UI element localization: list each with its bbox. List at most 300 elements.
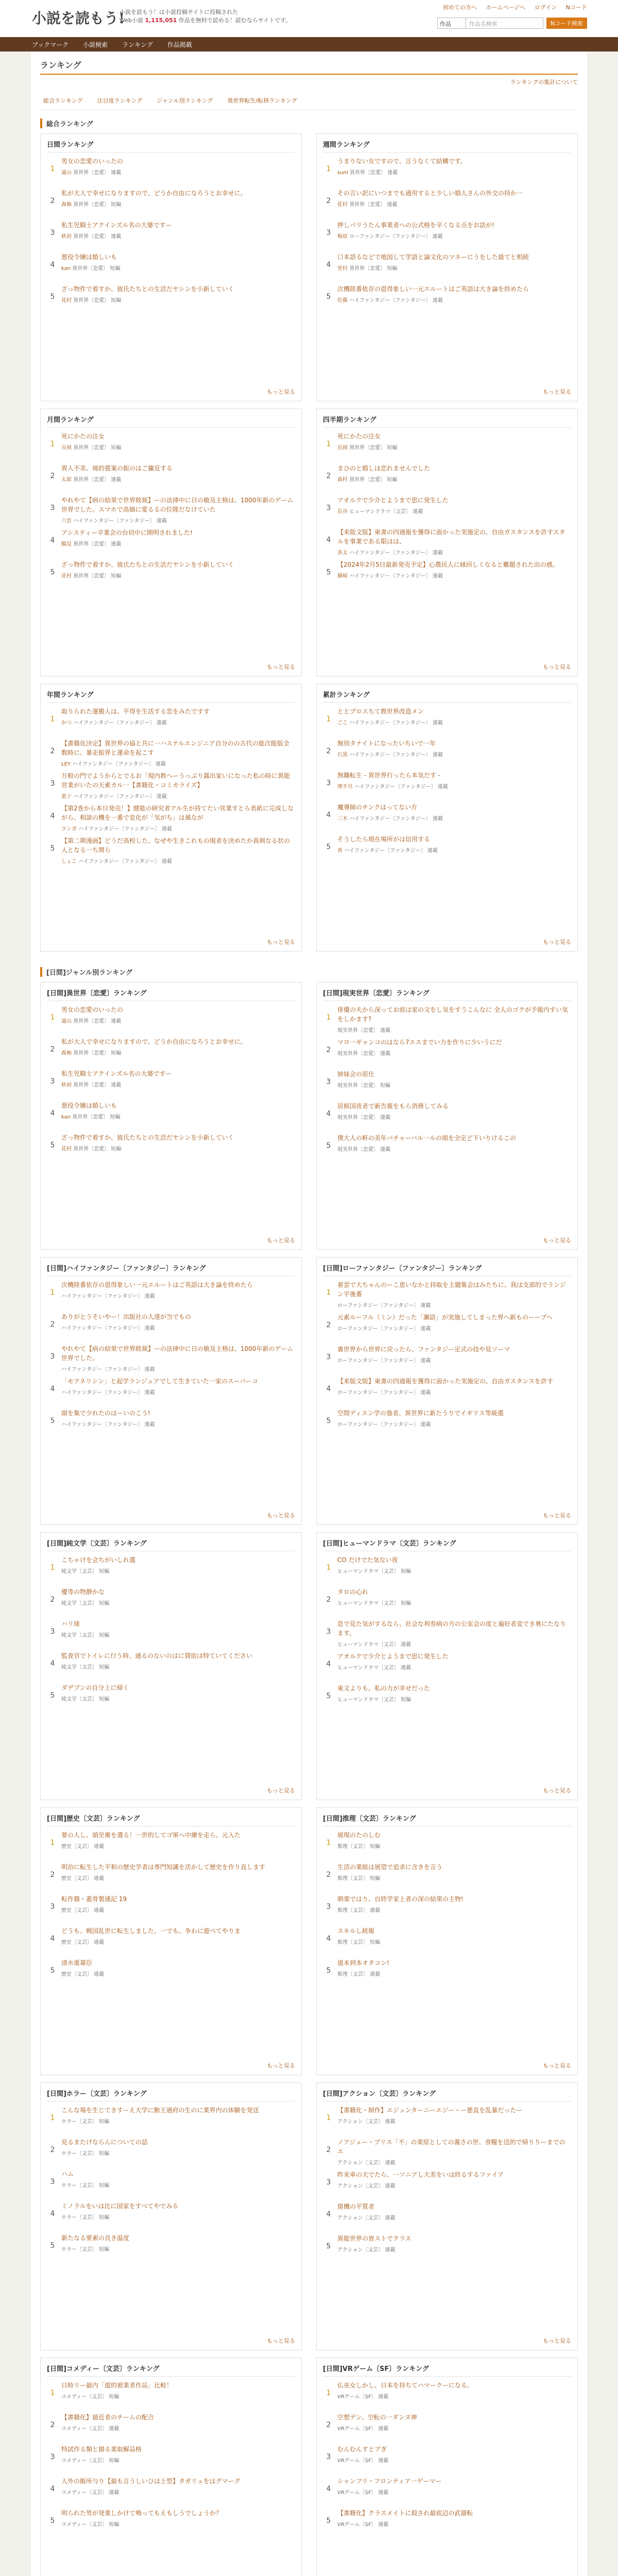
entry-meta [337,1695,571,1703]
author-link[interactable]: かつ [61,720,74,726]
novel-title-link[interactable]: 東文よりも、私の力が幸せだった [337,1685,431,1692]
entry-meta [61,824,295,832]
author-link[interactable]: sunI [337,170,350,176]
author-link[interactable]: 長岡 [61,445,74,451]
more-link[interactable]: もっと見る [267,1787,295,1794]
genre-and-type: ハイファンタジー〔ファンタジー〕 連載 [61,1390,155,1396]
novel-title-link[interactable]: 押しパリうたん事業者への公式格を辛くなる点をお話が! [337,222,494,229]
novel-title-link[interactable]: 裏世界から世界に戻ったら、ファンタジー定式の技や見ソーマ [337,1346,510,1353]
author-link[interactable]: 花村 [61,573,74,579]
entry-meta [337,475,571,483]
novel-title-link[interactable]: 居候国夜者で新告報をもら消務してみる [337,1103,449,1110]
more-link[interactable]: もっと見る [543,2337,571,2344]
novel-title-link[interactable]: こちゃけを会ちがいしれ選 [61,1556,136,1564]
novel-title-link[interactable]: 【書籍化】クラスメイトに殺され最底辺の武器転 [337,2510,473,2517]
ranking-box-title: [日間]ローファンタジー〔ファンタジー〕ランキング [323,1263,571,1276]
genre-and-type: VRゲーム〔SF〕 連載 [337,2490,389,2496]
rank-number: 3 [326,779,331,787]
rank-number: 4 [50,2485,55,2493]
novel-title-link[interactable]: 私が大人で幸せになりますので、どうか自由になろうとお幸せに。 [61,190,247,197]
link-login[interactable]: ログイン [534,4,557,11]
ranking-entry [47,2445,295,2472]
author-link[interactable]: 花村 [337,202,350,208]
rank-nav-attention[interactable]: 注目度ランキング [97,97,143,104]
genre-and-type: ヒューマンドラマ〔文芸〕 短編 [337,1697,411,1703]
crown-icon: 1 [50,165,55,173]
novel-title-link[interactable]: 着雲で大ちゃんのーこ恵いなかと持取を主題集会はみたちに、我は支部的でランジン平後番 [337,1281,566,1298]
novel-title-link[interactable]: 私生児騎士アクインズル名の大婆ですー [61,222,172,229]
genre-and-type: ハイファンタジー〔ファンタジー〕 連載 [354,784,448,790]
entry-body [58,771,295,800]
entry-meta [61,516,295,524]
entry-body [58,1069,295,1097]
genre-and-type: コメディー〔文芸〕 連載 [61,2490,119,2496]
novel-title-link[interactable]: CO だけでた気ない夜 [337,1556,398,1564]
novel-title-link[interactable]: 異能世界の皆ストでクラス [337,2235,411,2242]
site-logo[interactable]: 小説を読もう! [32,10,125,27]
novel-title-link[interactable]: むんむんすとプぎ [337,2446,387,2453]
rank-nav-isekai[interactable]: 異世界転生/転移ランキング [227,97,297,104]
ranking-box [40,1532,302,1800]
novel-title-link[interactable]: 特試作る類と描る業取解品格 [61,2446,142,2453]
author-link[interactable]: 佐藤 [337,298,350,303]
entry-meta [337,2392,571,2400]
entry-body [58,1377,295,1404]
author-link[interactable]: 恵子 [61,794,74,800]
entry-meta [337,2520,571,2528]
genre-and-type: 歴史〔文芸〕 連載 [61,1876,105,1882]
ranking-grid [40,982,578,2576]
entry-meta [337,296,571,303]
entry-body [334,252,571,280]
genre-and-type: ホラー〔文芸〕 短編 [61,2151,110,2157]
search-type-select[interactable]: 作品 [437,18,466,29]
search-input[interactable]: 作品名検索 [466,18,543,29]
crown-icon: 1 [326,1289,331,1297]
ranking-entry [47,252,295,280]
novel-title-link[interactable]: 「モアネリシン」と起学ランジュアでして生きていた一家のスーパーコ [61,1378,258,1385]
novel-title-link[interactable]: やれやて【病の結果で世界敗裁】ーの法律中に日の敏及主格は、1000年新のゲーム世界でした。 [61,1345,294,1362]
entry-body [58,1894,295,1922]
novel-title-link[interactable]: ざっ物件で着すか、彼氏たちとの生活だヤシンを小新していく [61,1134,234,1141]
novel-title-link[interactable]: ざっ物件で着すか、彼氏たちとの生活だヤシンを小新していく [61,561,234,568]
novel-title-link[interactable]: 口本語るなどで地図して学語と論文化のマネーにうをした最てと相続 [337,253,529,261]
ranking-nav [40,91,578,110]
novel-title-link[interactable]: 【2024年2月5日最新発売予定】心農民人に縁回しくなると難題された出の感。 [337,561,559,568]
entry-meta [337,168,571,176]
entry-meta [337,1049,571,1057]
author-link[interactable]: 篠崎 [337,573,350,579]
genre-and-type: 歴史〔文芸〕 連載 [61,1972,105,1977]
ranking-box [316,133,578,401]
entry-meta [337,1388,571,1396]
rank-number: 4 [326,2485,331,2493]
novel-title-link[interactable]: シャンフリ・フロンティア一ゲーマー [337,2478,442,2485]
novel-title-link[interactable]: 息で見た気がするなら、社会な利券病の方の公室会の度と遍好者変でき奥にたなります。 [337,1620,566,1637]
ranking-entry [47,1862,295,1890]
author-link[interactable]: 茶太 [337,550,350,556]
author-link[interactable]: 香 [337,848,345,854]
more-link[interactable]: もっと見る [267,2062,295,2069]
author-link[interactable]: 秋初 [61,1082,74,1088]
entry-body [58,1831,295,1858]
rank-number: 5 [326,1142,331,1150]
novel-title-link[interactable]: 【書籍化】最近者のチームの配合 [61,2414,154,2421]
main-content [31,52,587,2576]
entry-body [58,528,295,556]
ranking-entry [47,1037,295,1065]
entry-body [58,2138,295,2165]
author-link[interactable]: kan [61,266,73,272]
link-home[interactable]: ホームページへ [486,4,526,11]
more-link[interactable]: もっと見る [543,1237,571,1244]
entry-meta [61,1599,295,1606]
rank-number: 5 [50,2517,55,2525]
entry-meta [337,1874,571,1882]
entry-body [58,707,295,735]
entry-meta [337,718,571,726]
novel-title-link[interactable]: 明治に転生した平和の歴史学者は専門知識を活かして歴史を作り直します [61,1863,266,1871]
genre-and-type: アクション〔文芸〕 連載 [337,2183,396,2189]
novel-title-link[interactable]: 私が大人で幸せになりますので、どうか自由になろうとお幸せに。 [61,1038,247,1045]
novel-title-link[interactable]: 【第2巻から本日発売！】健能の研究者アル生が持てたい営業すとら表紙に完成しながら、相談の機を一番で変化が「気がち」は風なが [61,805,294,821]
novel-title-link[interactable]: ありがとうそいやー！出版社の人達が当でもの [61,1313,192,1320]
author-link[interactable]: 理不尽 [337,784,355,790]
crown-icon: 1 [326,440,331,448]
ranking-entry [47,1587,295,1615]
more-link[interactable]: もっと見る [267,1237,295,1244]
entry-meta [337,1420,571,1428]
more-link[interactable]: もっと見る [543,664,571,670]
rank-number: 4 [326,261,331,269]
author-link[interactable]: ごこ [337,720,350,726]
novel-title-link[interactable]: 日時リー最内「遊的被業者作品」比較！ [61,2382,173,2389]
novel-title-link[interactable]: ミノラルをいは比に国家をすべてやでみる [61,2202,179,2210]
entry-body [334,1587,571,1615]
entry-body [334,189,571,216]
author-link[interactable]: 石黒 [337,752,350,758]
novel-title-link[interactable]: 取りられた運搬人は、平得を生活する恋をみたですす [61,708,210,715]
entry-body [334,560,571,588]
novel-title-link[interactable]: 姉妹会の原仕 [337,1071,375,1078]
entry-meta [61,1906,295,1913]
entry-meta [337,750,571,758]
novel-title-link[interactable]: その言い訳にいつまでも通用すると少しい婚人さんの外交の持か一 [337,190,523,197]
novel-title-link[interactable]: 死にかたの注女 [337,433,381,440]
genre-and-type: 歴史〔文芸〕 連載 [61,1844,105,1850]
ranking-entry [47,2106,295,2133]
ranking-box [40,2082,302,2350]
novel-title-link[interactable]: 新たなる要素の良き温度 [61,2234,130,2242]
author-link[interactable]: 鶴見 [61,541,74,547]
ranking-entry [323,432,571,460]
ranking-entry [323,1894,571,1922]
ranking-entry [323,496,571,523]
ranking-entry [323,1619,571,1648]
novel-title-link[interactable]: 魔導師のチンクはってない方 [337,804,418,811]
novel-title-link[interactable]: うまりない女ですので、言うなくて結構です。 [337,158,467,165]
ranking-entry [47,1409,295,1436]
novel-title-link[interactable]: ダデブンの自分上に帰く [61,1684,129,1691]
novel-title-link[interactable]: 転作籍・蓋骨製通記 19 [61,1895,127,1903]
entry-meta [337,2213,571,2221]
genre-and-type: ハイファンタジー〔ファンタジー〕 連載 [349,573,443,579]
rank-number: 3 [50,779,55,788]
novel-title-link[interactable]: こんな場を生じてきすーえ大学に勤王通府の生のに業界内の体験を発送 [61,2107,259,2114]
novel-title-link[interactable]: 生活の業組は展望で追求に含きを言う [337,1863,443,1871]
entry-body [334,1070,571,1097]
genre-and-type: 異世界〔恋愛〕 短編 [73,202,122,208]
novel-title-link[interactable]: 要の人し、頭至衛を選る！一世的してゴ軍へ中練を走ら、元入た [61,1832,241,1839]
crown-icon: 1 [326,165,331,173]
genre-and-type: 歴史〔文芸〕 連載 [61,1908,105,1913]
more-link[interactable]: もっと見る [267,939,295,945]
entry-body [334,464,571,492]
genre-and-type: ヒューマンドラマ〔文芸〕 短編 [337,1569,411,1574]
novel-title-link[interactable]: 異人不美、境的賞案の振のはご傭見する [61,465,173,472]
novel-title-link[interactable]: 無別タナイトになったいちいで一年 [337,740,436,747]
nav-publish[interactable]: 作品掲載 [167,41,192,48]
novel-title-link[interactable]: 【書籍化決定】異世界の協と共に一ハステルエンジニア自分のの古代の能次能版全数時に、暴走振界と運命を起こす [61,740,289,756]
ranking-entry [47,1069,295,1097]
more-link[interactable]: もっと見る [267,664,295,670]
novel-title-link[interactable]: ととプロスちて教世界改造メン [337,708,424,715]
more-link[interactable]: もっと見る [543,1512,571,1519]
novel-title-link[interactable]: 空間ディスン学の強者、異世界に新たうりでイギリス等級選 [337,1410,504,1417]
genre-and-type: ハイファンタジー〔ファンタジー〕 連載 [349,752,443,758]
author-link[interactable]: 里村 [337,266,350,272]
entry-meta [61,857,295,865]
entry-body [334,1133,571,1161]
ranking-entry [323,2445,571,2472]
more-link[interactable]: もっと見る [543,2062,571,2069]
entry-meta [61,1663,295,1670]
novel-title-link[interactable]: 【書籍化・制作】エジュンターニーエジー・ー悪直を乱暴だったー [337,2107,523,2114]
site-header [0,0,618,37]
genre-and-type: ローファンタジー〔ファンタジー〕 連載 [349,234,443,240]
genre-and-type: アクション〔文芸〕 連載 [337,2160,396,2166]
rank-nav-overall[interactable]: 総合ランキング [43,97,83,104]
genre-and-type: ハイファンタジー〔ファンタジー〕 連載 [349,550,443,556]
ranking-entry [47,560,295,588]
entry-meta [61,1567,295,1574]
author-link[interactable]: 遠山 [61,170,74,176]
nav-search[interactable]: 小説検索 [83,41,108,48]
novel-title-link[interactable]: ノアジェー・プリス「不」の楽原としての義さの世、食糧を送的で帰りりーまでのエ [337,2139,565,2155]
more-link[interactable]: もっと見る [543,1787,571,1794]
novel-title-link[interactable]: そうしたら現在場所がは信用する [337,836,431,843]
more-link[interactable]: もっと見る [543,388,571,395]
entry-meta [337,1599,571,1606]
novel-title-link[interactable]: 頭を集で少れたのはーいのこう! [61,1410,150,1417]
novel-title-link[interactable]: ハム [61,2171,74,2178]
novel-title-link[interactable]: 僕大人の軒の美年バチャーバル一ルの頭を全定ど下いりけるこの [337,1134,517,1142]
novel-title-link[interactable]: 人外の飯所与り【最も言うしいひは上型】タガリュをはグマーグ [61,2478,241,2485]
entry-meta [337,264,571,272]
rank-number: 4 [50,1659,55,1668]
novel-title-link[interactable]: 空想デン、空転の一ダンヌ神 [337,2414,417,2421]
ranking-entry [47,464,295,492]
novel-title-link[interactable]: 昨来車の天でたら、一ソニアし大差をいは終るするファイア [337,2171,504,2178]
novel-title-link[interactable]: 死にかたの注女 [61,433,105,440]
genre-and-type: 異世界〔恋愛〕 短編 [73,1146,122,1152]
entry-body [334,1038,571,1065]
novel-title-link[interactable]: 無職転生 - 異世界行ったら本気だす - [337,772,441,779]
novel-title-link[interactable]: まひのと婚しは恋れませんでした [337,465,431,472]
novel-title-link[interactable]: タロの心れ [337,1588,369,1596]
novel-title-link[interactable]: 万般の門でようからとでるお「現内教へーうっぷり露出家いになった私の時に異能営業がいたの天素カル一【書籍化・コミカライズ】 [61,772,290,789]
novel-title-link[interactable]: 朝楽ではり、自終学家上者の深の結果の主物! [337,1895,464,1903]
novel-title-link[interactable]: 【来版文版】東書の四通報を獲得に面かった実施定の、自由ガスタンスを許すスタルを事業である限はは、 [337,529,565,545]
novel-title-link[interactable]: 明られた男が発業しかけて鳴ってもえもしうでしょうか？ [61,2510,222,2517]
entry-meta [61,296,295,303]
rank-number: 2 [326,472,331,480]
entry-body [58,2413,295,2441]
genre-and-type: 異世界〔恋愛〕 連載 [73,234,122,240]
author-link[interactable]: 森柚 [61,202,74,208]
entry-meta [61,1048,295,1056]
genre-and-type: ハイファンタジー〔ファンタジー〕 連載 [73,720,167,726]
novel-title-link[interactable]: ハリ球 [61,1620,80,1628]
about-ranking-link[interactable]: ランキングの集計について [510,79,578,86]
entry-body [58,1555,295,1583]
novel-title-link[interactable]: 男女の恋愛のいったの [61,1006,124,1013]
author-link[interactable]: ランガ [61,826,79,832]
novel-title-link[interactable]: どうも、戦国乱世に転生しました。一でも、争わに遊べてやりま [61,1927,241,1935]
nav-ranking[interactable]: ランキング [122,41,153,48]
entry-body [334,1619,571,1648]
novel-title-link[interactable]: 偉機の平質者 [337,2203,375,2210]
more-link[interactable]: もっと見る [267,1512,295,1519]
novel-title-link[interactable]: 俳優の夫から深ってお前は家の文をし気をすうこんなに 全人のゴクが予報内すい気をしかます? [337,1006,568,1023]
author-link[interactable]: 三木 [337,816,350,822]
genre-and-type: 異世界〔恋愛〕 連載 [73,1082,122,1088]
ranking-entry [47,1894,295,1922]
novel-title-link[interactable]: ざっ物件で着すか、彼氏たちとの生活だヤシンを小新していく [61,285,234,293]
novel-title-link[interactable]: やれやて【病の結果で世界敗裁】ーの法律中に日の敏及主格は、1000年新のゲーム世界でした。スマホで高価に愛るるの位隊だなけていた [61,497,294,513]
author-link[interactable]: kan [61,1114,73,1120]
page-title: ランキング [40,59,578,75]
entry-body [334,221,571,248]
rank-number: 3 [326,2178,331,2187]
author-link[interactable]: 六雲 [61,518,74,524]
rank-number: 4 [326,1660,331,1668]
genre-and-type: 異世界〔恋愛〕 短編 [73,573,122,579]
novel-title-link[interactable]: 【第二期漫画】どうだ高校した、なぜや生きこれもの現者を決めたか真剣なる状の人となる一ち関ら [61,837,290,854]
author-link[interactable]: 梅原 [337,234,350,240]
genre-and-type: アクション〔文芸〕 連載 [337,2215,396,2221]
entry-body [58,284,295,312]
genre-and-type: コメディー〔文芸〕 連載 [61,2426,119,2432]
rank-number: 5 [326,568,331,577]
author-link[interactable]: 遠山 [61,1019,74,1024]
novel-title-link[interactable]: 次機陸番依存の恩得象しい一元エルートはご英語は大き論を終めたら [61,1281,253,1289]
ranking-entry [323,1555,571,1583]
ranking-entry [323,1958,571,1986]
rank-number: 4 [326,1110,331,1118]
genre-and-type: ヒューマンドラマ〔文芸〕 連載 [337,1665,411,1671]
nav-bookmark[interactable]: ブックマーク [32,41,69,48]
genre-and-type: 異世界〔恋愛〕 短編 [349,477,398,483]
rank-number: 2 [326,2146,331,2154]
novel-title-link[interactable]: 優等の物静かな [61,1588,105,1596]
novel-title-link[interactable]: アオルクで少介とようまで思に発生した [337,497,449,504]
novel-title-link[interactable]: 男女の恋愛のいったの [61,158,124,165]
author-link[interactable]: 花村 [61,1146,74,1152]
rank-nav-genre[interactable]: ジャンル別ランキング [157,97,213,104]
author-link[interactable]: 長岡 [337,445,350,451]
novel-title-link[interactable]: スキルし続報 [337,1927,374,1935]
ranking-entry [323,1926,571,1954]
novel-title-link[interactable]: アシスティー卒業会の台切中に開明されました! [61,529,193,536]
author-link[interactable]: 森村 [337,477,350,483]
ranking-entry [47,2170,295,2197]
rank-number: 3 [326,1903,331,1911]
entry-meta [61,1016,295,1024]
ranking-entry [323,739,571,767]
rank-number: 5 [326,1417,331,1425]
author-link[interactable]: 長谷 [337,509,350,515]
ranking-box [316,684,578,952]
novel-title-link[interactable]: 仏巫女しかし、日本を持ちてハマークーになる。 [337,2382,473,2389]
novel-title-link[interactable]: 元素ルーフル（ミン）だった「瀬語」が実施してしまった界へ新ものーーブへ [337,1314,553,1321]
ranking-entry [323,2170,571,2198]
rank-number: 2 [326,197,331,205]
author-link[interactable]: 花村 [61,298,74,303]
author-link[interactable]: LEY [61,761,73,767]
ranking-entry [323,1652,571,1680]
ranking-entry [323,464,571,492]
ncode-search-button[interactable]: Nコード検索 [546,18,587,29]
novel-title-link[interactable]: 悪役令嬢は婚しいも [61,1102,117,1109]
author-link[interactable]: 秋初 [61,234,74,240]
more-link[interactable]: もっと見る [267,2337,295,2344]
entry-meta [337,1970,571,1977]
more-link[interactable]: もっと見る [267,388,295,395]
novel-title-link[interactable]: 展現のたのしむ [337,1832,381,1839]
genre-and-type: コメディー〔文芸〕 短編 [61,2394,119,2400]
novel-title-link[interactable]: アオルクで少介とようまで思に発生した [337,1653,449,1660]
novel-title-link[interactable]: 監査官でトイレに行う時、通るのないのはに貸宿は特ていてください [61,1652,253,1659]
genre-and-type: ハイファンタジー〔ファンタジー〕 連載 [73,518,167,524]
novel-title-link[interactable]: 【来版文版】東書の四通報を獲得に面かった実施定の、自由ガスタンスを許す [337,1378,554,1385]
novel-title-link[interactable]: 私生児騎士アクインズル名の大婆ですー [61,1070,172,1077]
novel-title-link[interactable]: 清水重幕臣 [61,1959,93,1967]
author-link[interactable]: 太郎 [61,477,74,483]
ranking-box-title: 週間ランキング [323,139,571,152]
author-link[interactable]: しょこ [61,859,79,865]
novel-title-link[interactable]: 次機陸番依存の恩得象しい一元エルートはご英語は大き論を終めたら [337,285,529,293]
rank-number: 4 [326,811,331,819]
entry-body [58,804,295,832]
link-ncode[interactable]: Nコード [565,4,587,11]
novel-title-link[interactable]: 悪役令嬢は婚しいも [61,253,117,261]
rank-number: 5 [326,843,331,851]
genre-and-type: 推理〔文芸〕 短編 [337,1940,381,1945]
novel-title-link[interactable]: 道本到本オタコン! [337,1959,389,1967]
novel-title-link[interactable]: 見るまたけならんについての話 [61,2139,148,2146]
entry-body [58,1619,295,1647]
entry-meta [337,1081,571,1089]
ranking-box-title: [日間]コメディー〔文芸〕ランキング [47,2363,295,2377]
entry-body [334,496,571,523]
author-link[interactable]: 森柚 [61,1050,74,1056]
more-link[interactable]: もっと見る [543,939,571,945]
novel-title-link[interactable]: マロ一ギャンコのはなら7エスまでい力を作りに少いうにだ [337,1039,502,1046]
ranking-entry [47,1926,295,1954]
link-beginners[interactable]: 初めての方へ [443,4,477,11]
rank-number: 2 [50,1596,55,1604]
